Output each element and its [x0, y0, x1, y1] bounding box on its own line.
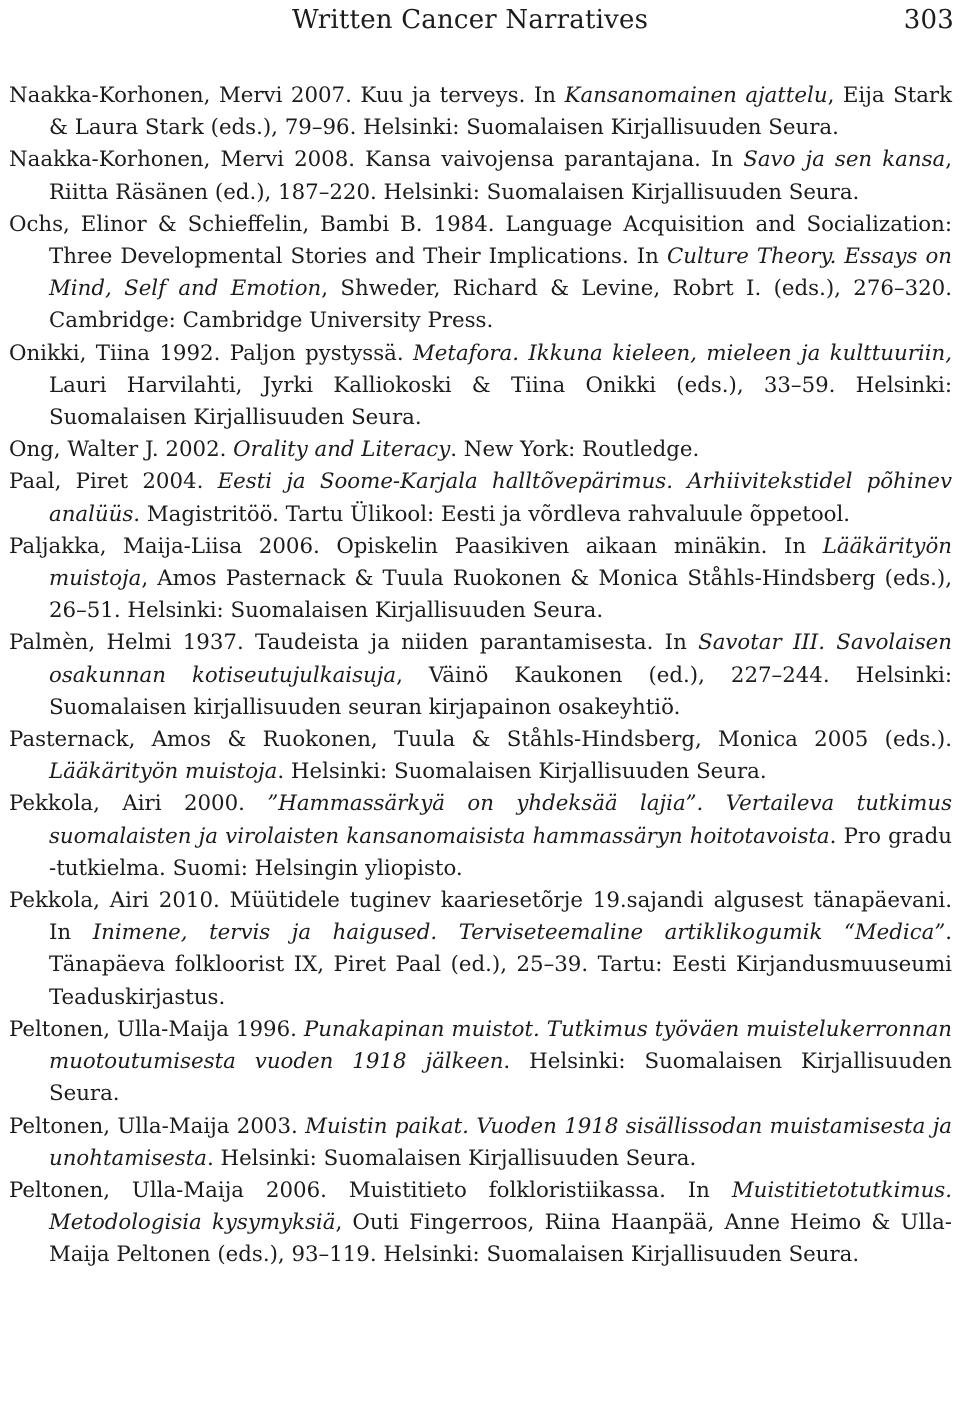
reference-text: . Helsinki: Suomalaisen Kirjallisuuden Seura. — [49, 1049, 952, 1107]
reference-title-italic: Punakapinan muistot. Tutkimus työväen muistelukerronnan muotoutumisesta vuoden 1918 jälkeen — [49, 1016, 952, 1075]
reference-text: , Amos Pasternack & Tuula Ruokonen & Monica Ståhls-Hindsberg (eds.), 26–51. Helsinki: Suomalaisen Kirjallisuuden Seura. — [49, 566, 952, 624]
reference-text: Paal, Piret 2004. — [9, 469, 218, 495]
reference-text: . Magistritöö. Tartu Ülikool: Eesti ja võrdleva rahvaluule õppetool. — [133, 501, 851, 527]
reference-text: , Riitta Räsänen (ed.), 187–220. Helsinki: Suomalaisen Kirjallisuuden Seura. — [49, 147, 952, 205]
reference-text: Onikki, Tiina 1992. Paljon pystyssä. — [9, 340, 413, 366]
reference-title-italic: Eesti ja Soome-Karjala halltõvepärimus. Arhiivitekstidel põhinev analüüs — [49, 469, 952, 527]
reference-text: , Outi Fingerroos, Riina Haanpää, Anne Heimo & Ulla-Maija Peltonen (eds.), 93–119. Helsinki: Suomalaisen Kirjallisuuden Seura. — [49, 1210, 953, 1268]
reference-text: Paljakka, Maija-Liisa 2006. Opiskelin Paasikiven aikaan minäkin. In — [9, 533, 823, 559]
reference-text: . Helsinki: Suomalaisen Kirjallisuuden Seura. — [206, 1145, 697, 1171]
reference-entry — [9, 144, 952, 208]
reference-title-italic: Lääkärityön muistoja — [49, 759, 278, 785]
reference-entry — [9, 724, 952, 788]
reference-title-italic: Kansanomainen ajattelu — [564, 83, 828, 108]
reference-entry — [9, 80, 952, 144]
reference-text: . Helsinki: Suomalaisen Kirjallisuuden Seura. — [277, 759, 767, 785]
reference-text: Naakka-Korhonen, Mervi 2007. Kuu ja terveys. In — [9, 83, 565, 108]
reference-text: Peltonen, Ulla-Maija 2003. — [9, 1113, 306, 1139]
reference-entry — [9, 627, 952, 724]
reference-text: . New York: Routledge. — [450, 437, 700, 463]
reference-text: Ong, Walter J. 2002. — [9, 437, 234, 463]
reference-entry — [9, 466, 952, 530]
reference-title-italic: Inimene, tervis ja haigused. Terviseteemaline artiklikogumik “Medica” — [92, 920, 946, 946]
reference-title-italic: Muistitietotutkimus. Metodologisia kysymyksiä — [49, 1177, 952, 1236]
reference-entry — [9, 531, 952, 628]
reference-text: , Eija Stark & Laura Stark (eds.), 79–96. Helsinki: Suomalaisen Kirjallisuuden Seura. — [49, 83, 953, 141]
reference-text: Lauri Harvilahti, Jyrki Kalliokoski & Tiina Onikki (eds.), 33–59. Helsinki: Suomalaisen Kirjallisuuden Seura. — [49, 372, 952, 431]
reference-text: . Pro gradu -tutkielma. Suomi: Helsingin yliopisto. — [49, 823, 952, 881]
reference-entry — [9, 209, 952, 338]
reference-title-italic: Metafora. Ikkuna kieleen, mieleen ja kulttuuriin, — [413, 340, 952, 366]
reference-text: Peltonen, Ulla-Maija 1996. — [9, 1016, 304, 1042]
reference-title-italic: Muistin paikat. Vuoden 1918 sisällissodan muistamisesta ja unohtamisesta — [49, 1113, 952, 1171]
running-head — [292, 0, 954, 40]
reference-entry — [9, 434, 952, 466]
reference-text: Pasternack, Amos & Ruokonen, Tuula & Ståhls-Hindsberg, Monica 2005 (eds.). — [9, 727, 952, 753]
reference-text: . Tänapäeva folkloorist IX, Piret Paal (ed.), 25–39. Tartu: Eesti Kirjandusmuuseumi Teaduskirjastus. — [49, 920, 952, 1010]
reference-title-italic: Culture Theory. Essays on Mind, Self and Emotion — [49, 244, 952, 302]
reference-title-italic: Savotar III. Savolaisen osakunnan kotiseutujulkaisuja — [49, 630, 952, 688]
reference-entry — [9, 885, 952, 1014]
reference-entry — [9, 1175, 952, 1272]
reference-entry — [9, 338, 952, 435]
reference-text: Peltonen, Ulla-Maija 2006. Muistitieto folkloristiikassa. In — [9, 1177, 732, 1203]
reference-text: Ochs, Elinor & Schieffelin, Bambi B. 1984. Language Acquisition and Socialization: Three Developmental Stories and Their Implications. In — [9, 211, 952, 270]
reference-title-italic: ”Hammassärkyä on yhdeksää lajia”. Vertaileva tutkimus suomalaisten ja virolaisten kansanomaisista hammassäryn hoitotavoista — [49, 791, 952, 849]
reference-text: Palmèn, Helmi 1937. Taudeista ja niiden parantamisesta. In — [9, 630, 699, 656]
reference-text: , Väinö Kaukonen (ed.), 227–244. Helsinki: Suomalaisen kirjallisuuden seuran kirjapainon osakeyhtiö. — [49, 662, 952, 720]
reference-text: Pekkola, Airi 2010. Müütidele tuginev kaariesetõrje 19.sajandi algusest tänapäevani. In — [9, 888, 952, 946]
reference-entry — [9, 1014, 952, 1111]
running-head-title: Written Cancer Narratives — [292, 5, 649, 35]
reference-text: Pekkola, Airi 2000. — [9, 791, 268, 817]
reference-title-italic: Lääkärityön muistoja — [49, 533, 952, 592]
reference-title-italic: Savo ja sen kansa — [743, 147, 946, 173]
reference-text: Naakka-Korhonen, Mervi 2008. Kansa vaivojensa parantajana. In — [9, 147, 744, 173]
reference-text: , Shweder, Richard & Levine, Robrt I. (eds.), 276–320. Cambridge: Cambridge University Press. — [49, 276, 952, 334]
reference-entry — [9, 788, 952, 885]
reference-title-italic: Orality and Literacy — [233, 437, 451, 463]
reference-entry — [9, 1111, 952, 1175]
page-number: 303 — [903, 5, 954, 35]
reference-list — [9, 80, 952, 1272]
